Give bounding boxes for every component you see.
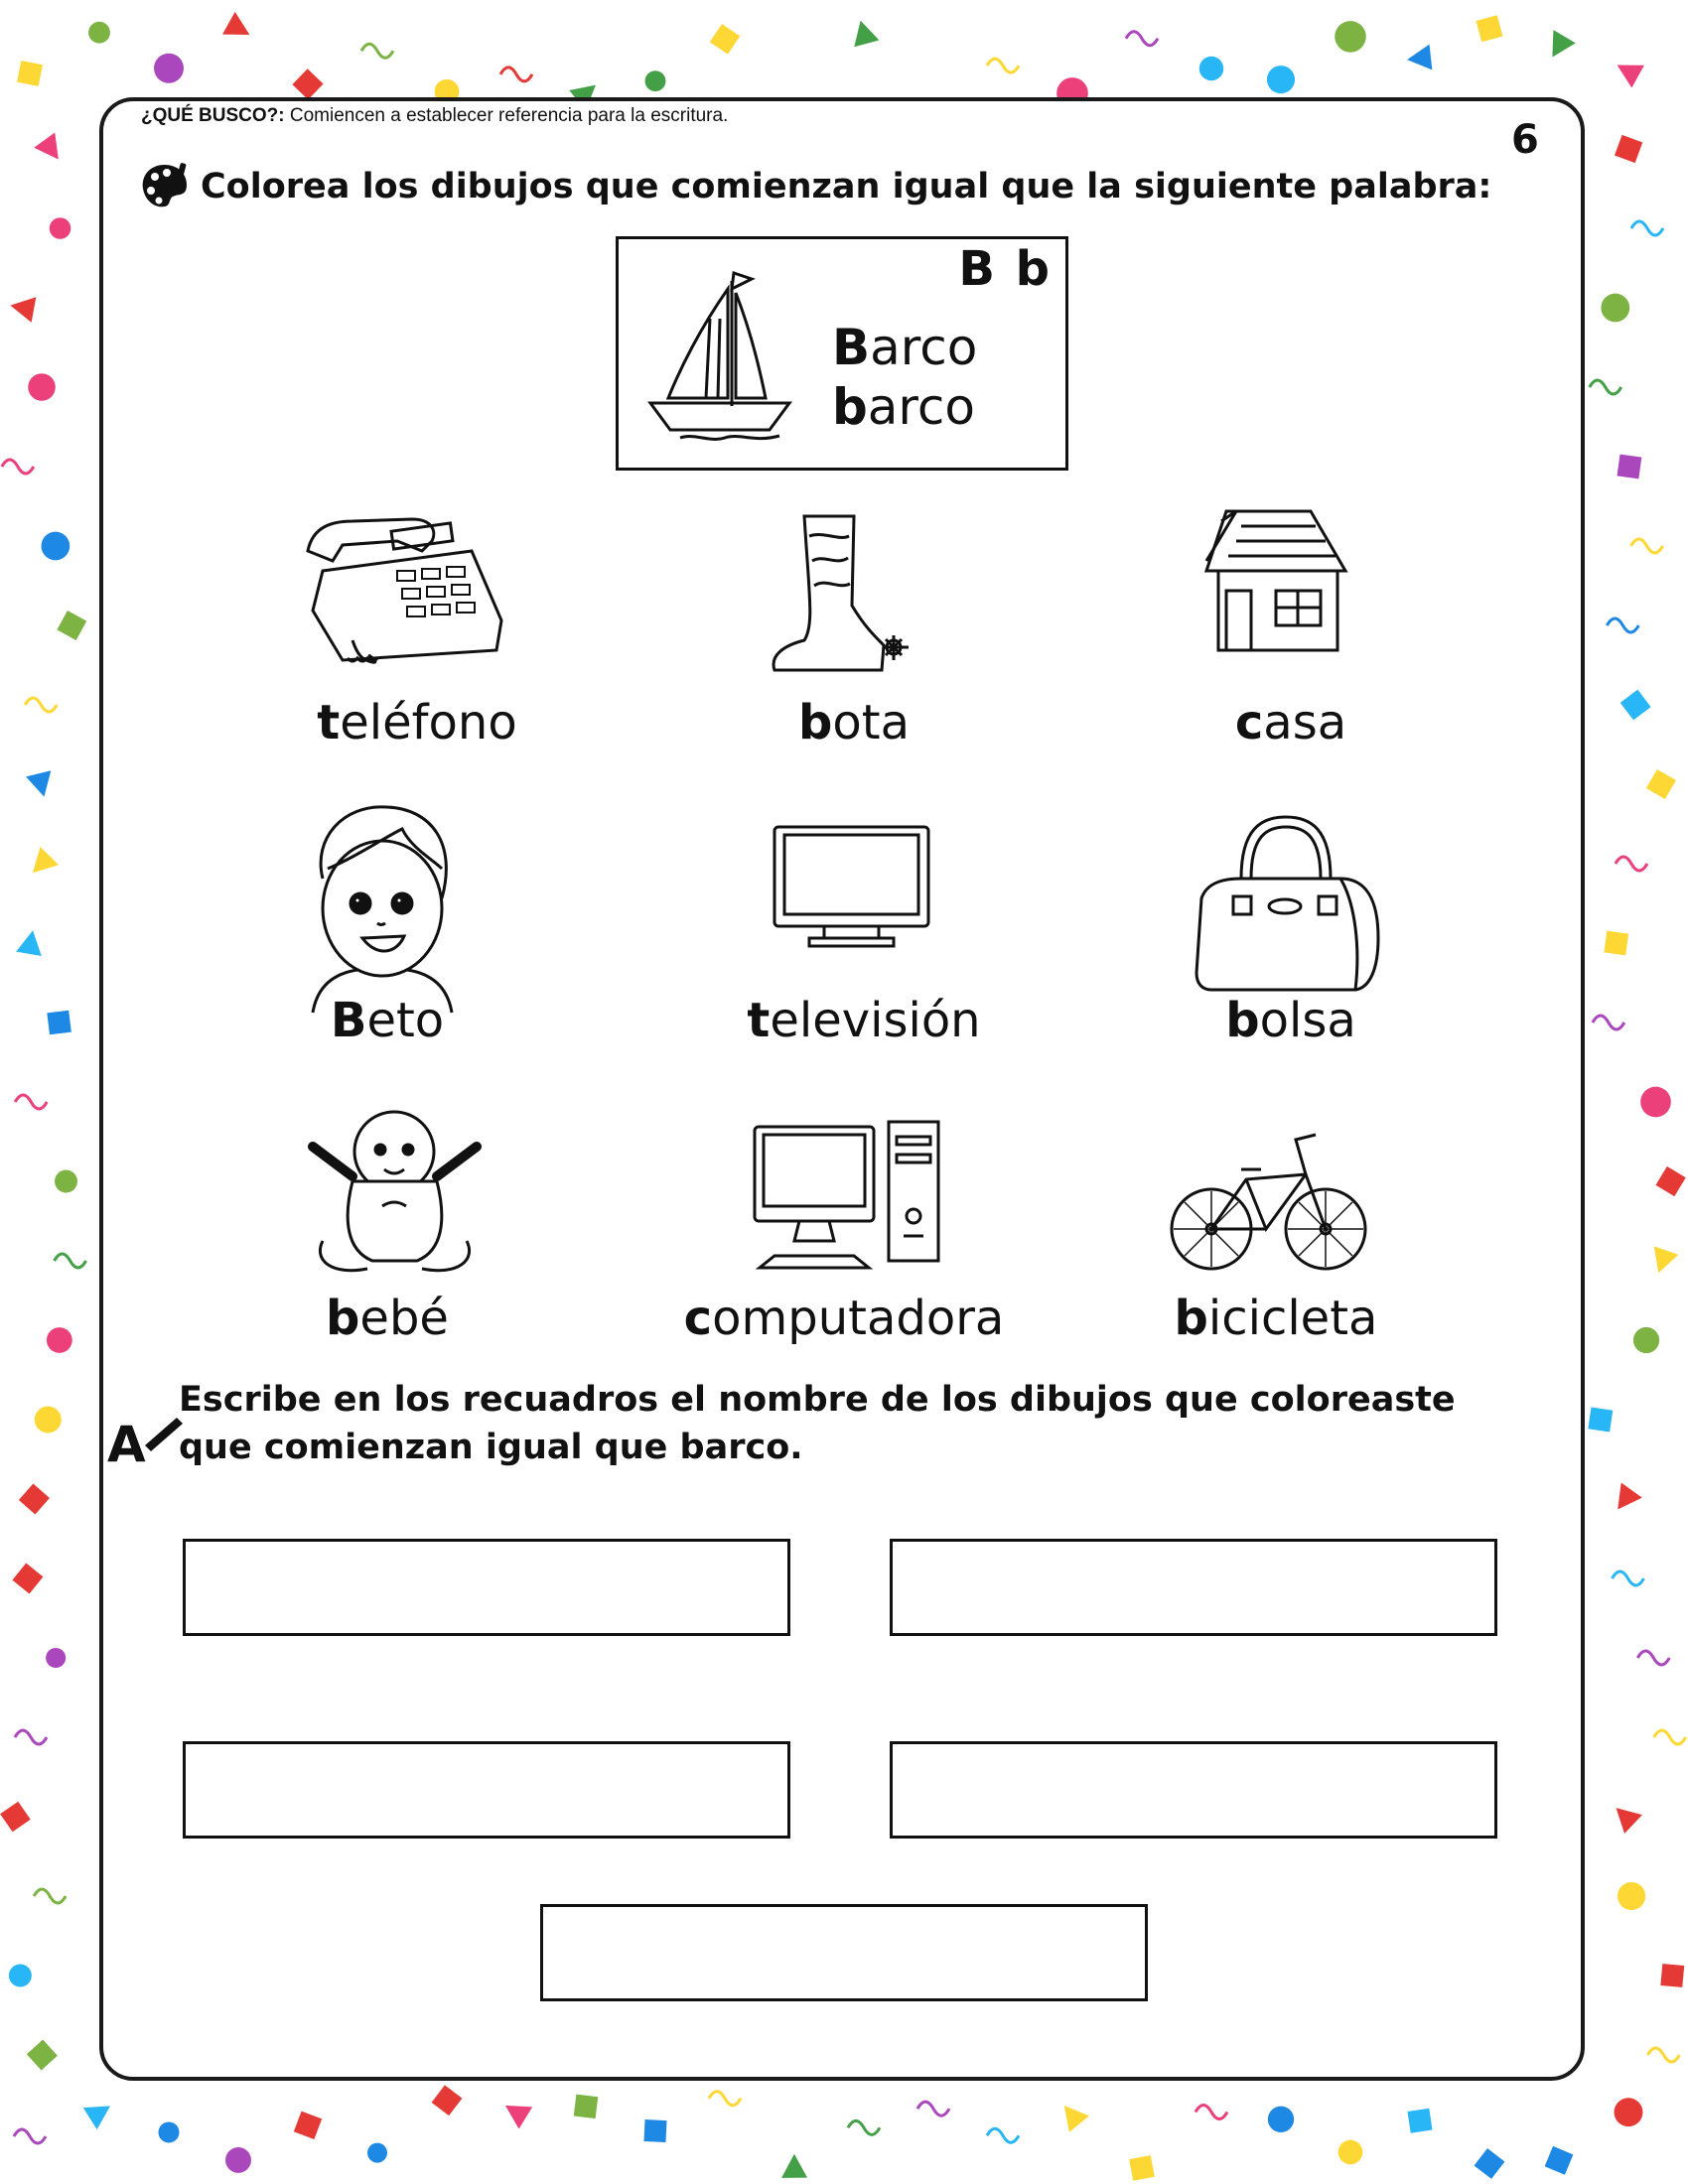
pencil-letter-icon (105, 1410, 185, 1465)
confetti-piece (50, 217, 71, 239)
confetti-piece (12, 1564, 43, 1594)
header-text: Comiencen a establecer referencia para la escritura. (289, 105, 729, 126)
confetti-piece (9, 1965, 32, 1987)
confetti-piece (1616, 857, 1647, 871)
confetti-piece (1541, 30, 1576, 64)
confetti-piece (500, 68, 532, 81)
confetti-piece (1593, 1016, 1624, 1029)
answer-box-3[interactable] (183, 1741, 790, 1839)
confetti-piece (2, 460, 34, 474)
confetti-piece (1335, 21, 1366, 53)
confetti-piece (432, 2085, 463, 2116)
confetti-piece (1646, 1246, 1678, 1277)
instruction-write: Escribe en los recuadros el nombre de los dibujos que coloreaste que comienzan igual que barco. (179, 1380, 1456, 1467)
word-casa: casa (1234, 695, 1347, 751)
confetti-piece (781, 2154, 807, 2178)
confetti-piece (34, 132, 69, 167)
baby-icon (303, 1102, 487, 1281)
confetti-piece (46, 1648, 66, 1668)
confetti-piece (848, 17, 879, 47)
instruction-color: Colorea los dibujos que comienzan igual que la siguiente palabra: (201, 167, 1492, 206)
confetti-piece (34, 1889, 66, 1903)
confetti-piece (55, 1170, 77, 1193)
sailboat-icon (640, 259, 799, 448)
confetti-piece (27, 2039, 58, 2070)
confetti-piece (1654, 1730, 1686, 1744)
confetti-piece (848, 2120, 880, 2134)
confetti-piece (1631, 539, 1663, 553)
confetti-piece (55, 1254, 86, 1268)
confetti-piece (1646, 769, 1676, 799)
confetti-piece (47, 1327, 72, 1353)
confetti-piece (1608, 1482, 1642, 1517)
confetti-piece (57, 611, 86, 640)
word-beto: Beto (330, 993, 445, 1048)
confetti-piece (1607, 618, 1638, 632)
house-icon (1196, 501, 1355, 660)
confetti-piece (16, 928, 46, 956)
confetti-piece (498, 2095, 532, 2129)
confetti-piece (645, 70, 666, 91)
answer-box-5[interactable] (540, 1904, 1148, 2001)
confetti-piece (1613, 1571, 1644, 1585)
confetti-piece (1268, 2107, 1294, 2132)
palette-icon (139, 161, 191, 212)
confetti-piece (644, 2119, 667, 2142)
page-number: 6 (1511, 117, 1539, 163)
boy-icon (293, 799, 472, 1018)
confetti-piece (8, 293, 36, 323)
confetti-piece (1660, 1964, 1684, 1987)
confetti-piece (574, 2095, 598, 2118)
word-bota: bota (798, 695, 910, 751)
confetti-piece (15, 1730, 47, 1744)
word-bicicleta: bicicleta (1174, 1291, 1378, 1346)
confetti-piece (1129, 2155, 1155, 2181)
confetti-piece (710, 24, 741, 55)
confetti-piece (1620, 690, 1651, 721)
confetti-piece (28, 373, 56, 401)
confetti-piece (159, 2121, 180, 2142)
confetti-piece (987, 2128, 1019, 2142)
svg-text:A: A (107, 1416, 146, 1465)
confetti-piece (1615, 135, 1642, 163)
confetti-piece (1615, 2098, 1643, 2126)
confetti-piece (294, 2112, 322, 2139)
model-word-lower: barco (832, 378, 975, 436)
confetti-piece (1338, 2140, 1363, 2165)
telephone-icon (303, 511, 511, 670)
model-word-box (616, 236, 1068, 471)
word-computadora: computadora (683, 1291, 1005, 1346)
confetti-piece (1656, 1166, 1686, 1196)
boot-icon (765, 506, 923, 680)
confetti-piece (292, 68, 323, 99)
model-letters: B b (958, 241, 1052, 297)
header-label: ¿QUÉ BUSCO?: (141, 105, 285, 126)
confetti-piece (42, 532, 70, 561)
confetti-piece (225, 2147, 251, 2173)
confetti-piece (1475, 2148, 1505, 2179)
answer-box-1[interactable] (183, 1539, 790, 1636)
word-bolsa: bolsa (1225, 993, 1356, 1048)
confetti-piece (1196, 2105, 1227, 2118)
answer-box-2[interactable] (890, 1539, 1497, 1636)
confetti-piece (1476, 15, 1502, 42)
word-television: televisión (747, 993, 981, 1048)
confetti-piece (1604, 931, 1628, 956)
confetti-piece (1406, 45, 1433, 72)
confetti-piece (1611, 54, 1644, 87)
answer-box-4[interactable] (890, 1741, 1497, 1839)
confetti-piece (361, 44, 393, 58)
confetti-piece (1588, 1408, 1613, 1433)
confetti-piece (17, 61, 43, 86)
confetti-piece (1618, 1882, 1645, 1910)
computer-icon (750, 1117, 948, 1276)
confetti-piece (1408, 2109, 1433, 2133)
confetti-piece (47, 1011, 71, 1035)
confetti-piece (367, 2143, 387, 2163)
header-note (141, 105, 728, 127)
confetti-piece (25, 698, 57, 712)
confetti-piece (1126, 32, 1158, 46)
confetti-piece (1601, 294, 1629, 323)
confetti-piece (83, 2095, 117, 2129)
confetti-piece (1590, 380, 1621, 394)
confetti-piece (35, 1406, 62, 1433)
confetti-piece (88, 22, 110, 44)
confetti-piece (14, 2129, 46, 2143)
confetti-piece (19, 1483, 50, 1514)
bicycle-icon (1167, 1120, 1370, 1279)
confetti-piece (1631, 221, 1663, 235)
confetti-piece (1199, 57, 1223, 80)
confetti-piece (1633, 1327, 1659, 1353)
confetti-piece (154, 54, 184, 83)
confetti-piece (222, 12, 256, 46)
confetti-piece (1647, 2048, 1679, 2062)
confetti-piece (1608, 1799, 1642, 1834)
word-bebe: bebé (326, 1291, 449, 1346)
confetti-piece (1267, 66, 1295, 93)
model-word-upper: Barco (832, 319, 978, 376)
confetti-piece (917, 2102, 949, 2116)
word-telefono: teléfono (317, 695, 517, 751)
confetti-piece (1618, 455, 1642, 479)
television-icon (770, 822, 933, 951)
confetti-piece (0, 1802, 31, 1833)
confetti-piece (1637, 1651, 1669, 1665)
confetti-piece (26, 770, 57, 800)
confetti-piece (1055, 2098, 1089, 2132)
confetti-piece (24, 847, 59, 882)
confetti-piece (709, 2092, 741, 2106)
handbag-icon (1192, 809, 1385, 998)
confetti-piece (15, 1095, 47, 1109)
confetti-piece (1545, 2146, 1574, 2175)
confetti-piece (1640, 1087, 1671, 1118)
confetti-piece (987, 59, 1019, 72)
